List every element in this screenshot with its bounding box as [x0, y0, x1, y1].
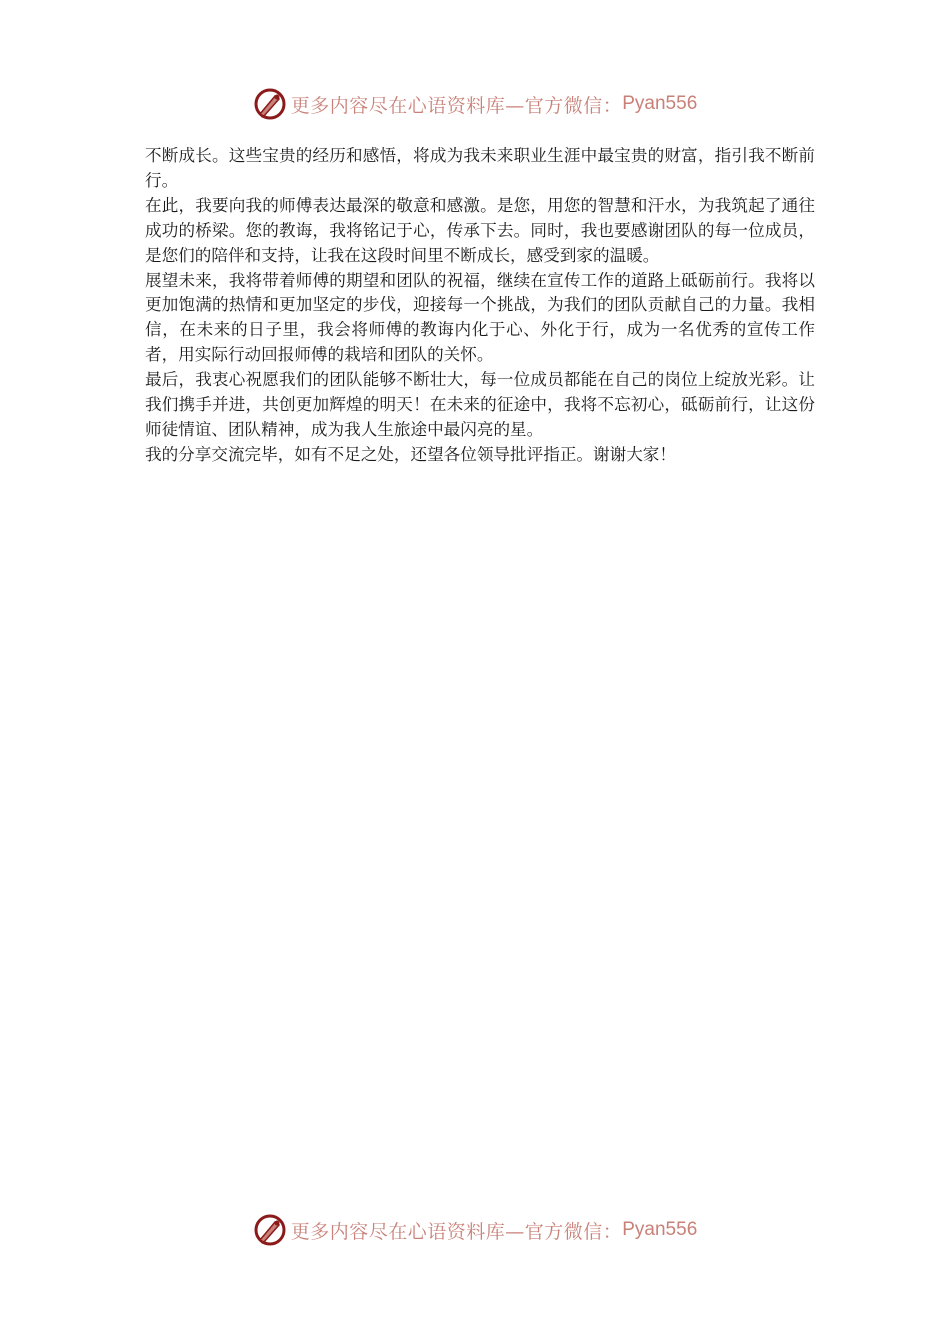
- pen-logo-icon: [253, 87, 287, 121]
- footer-wechat-id: Pyan556: [622, 1219, 698, 1240]
- pen-logo-icon: [253, 1213, 287, 1247]
- header-wechat-id: Pyan556: [622, 93, 698, 114]
- footer-banner: [0, 1210, 950, 1250]
- header-banner-text: 更多内容尽在心语资料库—官方微信：: [290, 94, 623, 117]
- paragraph-3: 展望未来，我将带着师傅的期望和团队的祝福，继续在宣传工作的道路上砥砺前行。我将以更加饱满的热情和更加坚定的步伐，迎接每一个挑战，为我们的团队贡献自己的力量。我相信，在未来的日子里，我会将师傅的教诲内化于心、外化于行，成为一名优秀的宣传工作者，用实际行动回报师傅的栽培和团队的关怀。: [145, 270, 815, 365]
- paragraph-4: 最后，我衷心祝愿我们的团队能够不断壮大，每一位成员都能在自己的岗位上绽放光彩。让我们携手并进，共创更加辉煌的明天！在未来的征途中，我将不忘初心，砥砺前行，让这份师徒情谊、团队精神，成为我人生旅途中最闪亮的星。: [145, 370, 815, 439]
- paragraph-5: 我的分享交流完毕，如有不足之处，还望各位领导批评指正。谢谢大家！: [145, 444, 676, 464]
- paragraph-2: 在此，我要向我的师傅表达最深的敬意和感激。是您，用您的智慧和汗水，为我筑起了通往成功的桥梁。您的教诲，我将铭记于心，传承下去。同时，我也要感谢团队的每一位成员，是您们的陪伴和支持，让我在这段时间里不断成长，感受到家的温暖。: [145, 195, 815, 265]
- document-body: [145, 144, 815, 468]
- paragraph-1: 不断成长。这些宝贵的经历和感悟，将成为我未来职业生涯中最宝贵的财富，指引我不断前行。: [145, 146, 815, 190]
- footer-banner-text: 更多内容尽在心语资料库—官方微信：: [290, 1220, 623, 1243]
- header-banner: [0, 84, 950, 124]
